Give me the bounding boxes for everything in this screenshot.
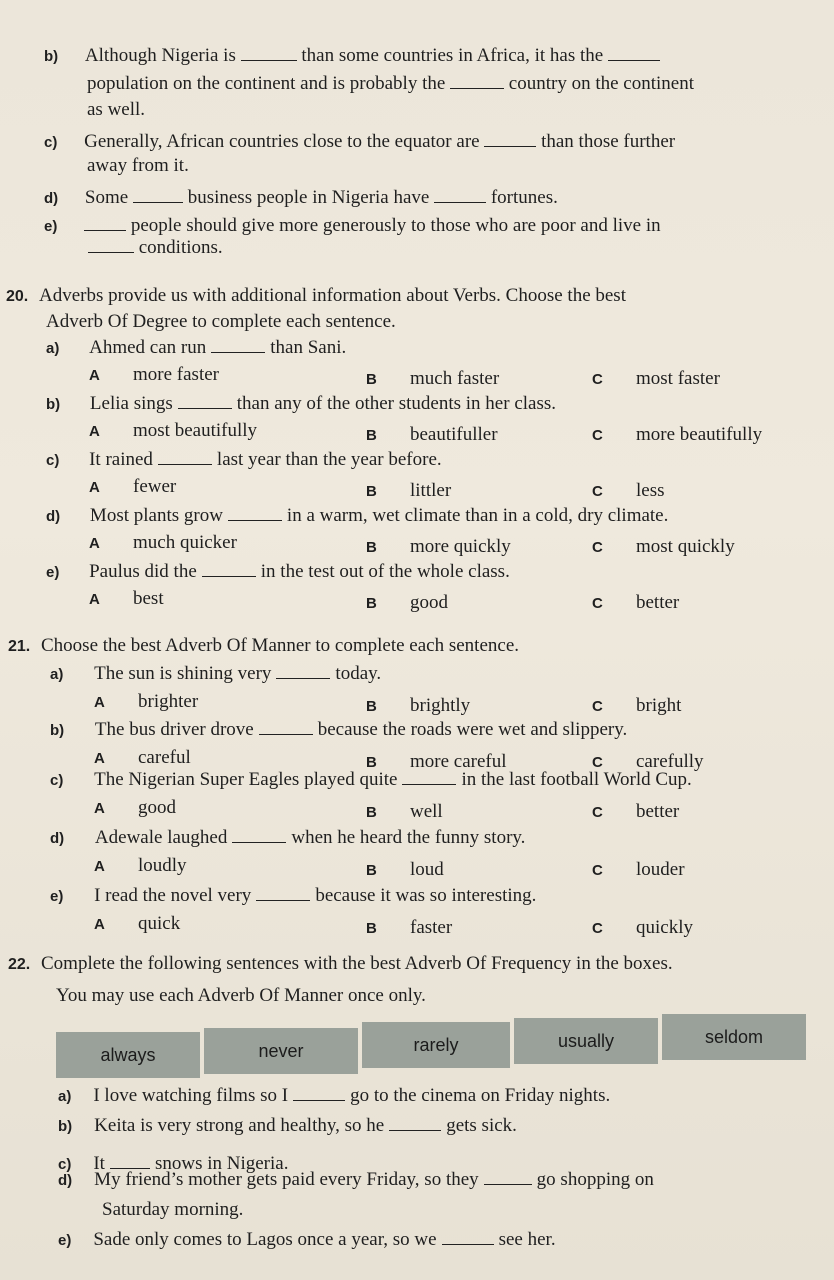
item-label: a) — [58, 1088, 72, 1105]
q22-instruction-line1 — [8, 952, 673, 977]
option-b[interactable] — [366, 916, 452, 941]
option-letter: C — [592, 371, 603, 388]
option-text: littler — [410, 480, 452, 501]
q22-item-continuation: Saturday morning. — [102, 1199, 244, 1220]
q20-item-c — [46, 448, 442, 473]
q20-item-b — [46, 392, 556, 417]
option-letter: A — [89, 423, 100, 440]
item-label: e) — [50, 888, 64, 905]
option-letter: A — [94, 858, 105, 875]
option-letter: B — [366, 483, 377, 500]
answer-blank[interactable] — [202, 562, 256, 577]
item-label: e) — [46, 564, 60, 581]
text: conditions. — [138, 237, 223, 258]
instruction-text: Adverbs provide us with additional information about Verbs. Choose the best — [39, 285, 626, 306]
q21-item-c — [50, 768, 692, 793]
option-c[interactable] — [592, 479, 665, 504]
option-text: carefully — [636, 751, 704, 772]
option-a[interactable] — [94, 796, 176, 821]
answer-blank[interactable] — [110, 1154, 150, 1169]
option-letter: A — [94, 694, 105, 711]
option-text: well — [410, 801, 443, 822]
option-text: most beautifully — [133, 420, 258, 441]
q20-item-a — [46, 336, 346, 361]
option-b[interactable] — [366, 858, 444, 883]
option-text: loudly — [138, 855, 187, 876]
option-text: much quicker — [133, 532, 237, 553]
option-b[interactable] — [366, 694, 470, 719]
item-label: c) — [44, 134, 58, 151]
word-box — [56, 1014, 806, 1080]
answer-blank[interactable] — [178, 394, 232, 409]
option-a[interactable] — [94, 690, 198, 715]
option-c[interactable] — [592, 591, 679, 616]
text: Some — [84, 187, 129, 208]
item-label: e) — [44, 218, 58, 235]
option-letter: A — [94, 750, 105, 767]
sentence-start: Keita is very strong and healthy, so he — [94, 1115, 385, 1136]
option-c[interactable] — [592, 858, 685, 883]
option-text: careful — [138, 747, 191, 768]
item-label: c) — [58, 1156, 72, 1173]
q20-item-e — [46, 560, 510, 585]
option-letter: C — [592, 427, 603, 444]
q21-item-e — [50, 884, 536, 909]
q20-instruction-line1 — [6, 284, 626, 309]
q22-item-b — [58, 1114, 517, 1139]
option-letter: C — [592, 920, 603, 937]
option-b[interactable] — [366, 423, 498, 448]
option-a[interactable] — [89, 363, 219, 388]
word-box-cell: never — [204, 1028, 358, 1074]
option-letter: C — [592, 483, 603, 500]
option-letter: A — [89, 535, 100, 552]
option-letter: A — [94, 800, 105, 817]
text: than some countries in Africa, it has the — [301, 45, 604, 66]
answer-blank[interactable] — [276, 664, 330, 679]
sentence-end: today. — [335, 663, 382, 684]
item-label: d) — [46, 508, 61, 525]
sentence-start: Most plants grow — [89, 505, 223, 526]
answer-blank[interactable] — [293, 1086, 345, 1101]
sentence-end: than any of the other students in her class. — [236, 393, 557, 414]
option-text: best — [133, 588, 164, 609]
option-letter: B — [366, 754, 377, 771]
option-letter: C — [592, 698, 603, 715]
option-text: good — [138, 797, 176, 818]
answer-blank[interactable] — [484, 1170, 532, 1185]
text: people should give more generously to those who are poor and live in — [130, 215, 661, 236]
q21-item-d — [50, 826, 525, 851]
sentence-start: It — [93, 1153, 105, 1174]
q19-b-line2 — [87, 72, 694, 96]
answer-blank[interactable] — [88, 238, 134, 253]
sentence-end: gets sick. — [446, 1115, 517, 1136]
sentence-start: The bus driver drove — [94, 719, 254, 740]
sentence-start: The sun is shining very — [94, 663, 272, 684]
option-c[interactable] — [592, 916, 693, 941]
option-letter: B — [366, 698, 377, 715]
option-b[interactable] — [366, 800, 443, 825]
sentence-end: than Sani. — [270, 337, 347, 358]
word-box-cell: always — [56, 1032, 200, 1078]
option-c[interactable] — [592, 535, 735, 560]
q19-e-line2 — [88, 236, 223, 260]
answer-blank[interactable] — [402, 770, 456, 785]
sentence-start: The Nigerian Super Eagles played quite — [94, 769, 398, 790]
sentence-end: snows in Nigeria. — [154, 1153, 289, 1174]
text: than those further — [541, 131, 676, 152]
option-letter: B — [366, 539, 377, 556]
option-c[interactable] — [592, 694, 681, 719]
q19-c-line1 — [44, 130, 675, 155]
text: country on the continent — [508, 73, 695, 94]
option-text: better — [636, 592, 680, 613]
instruction-text: Choose the best Adverb Of Manner to complete each sentence. — [41, 635, 520, 656]
option-a[interactable] — [89, 587, 164, 612]
answer-blank[interactable] — [484, 132, 536, 147]
text: Although Nigeria is — [84, 45, 236, 66]
word-box-cell: usually — [514, 1018, 658, 1064]
option-text: more beautifully — [636, 424, 763, 445]
option-text: bright — [636, 695, 682, 716]
option-text: most quickly — [636, 536, 735, 557]
option-text: good — [410, 592, 448, 613]
item-label: b) — [46, 396, 61, 413]
text: population on the continent and is probably the — [87, 73, 446, 94]
option-a[interactable] — [89, 419, 257, 444]
option-letter: B — [366, 595, 377, 612]
text: fortunes. — [490, 187, 558, 208]
answer-blank[interactable] — [84, 216, 126, 231]
answer-blank[interactable] — [241, 46, 297, 61]
option-letter: C — [592, 595, 603, 612]
option-b[interactable] — [366, 479, 451, 504]
q19-d-line — [44, 186, 558, 211]
sentence-start: It rained — [89, 449, 153, 470]
item-label: c) — [46, 452, 60, 469]
sentence-end: see her. — [498, 1229, 556, 1250]
option-b[interactable] — [366, 535, 511, 560]
option-letter: B — [366, 371, 377, 388]
sentence-end: when he heard the funny story. — [291, 827, 526, 848]
option-letter: A — [94, 916, 105, 933]
q19-b-line3: as well. — [87, 99, 146, 120]
answer-blank[interactable] — [228, 506, 282, 521]
answer-blank[interactable] — [232, 828, 286, 843]
option-text: less — [636, 480, 665, 501]
option-a[interactable] — [94, 912, 180, 937]
option-letter: A — [89, 479, 100, 496]
option-letter: C — [592, 539, 603, 556]
word-box-cell: seldom — [662, 1014, 806, 1060]
question-number: 20. — [6, 288, 29, 305]
option-c[interactable] — [592, 367, 720, 392]
item-label: d) — [58, 1172, 73, 1189]
option-a[interactable] — [89, 531, 237, 556]
sentence-start: Adewale laughed — [94, 827, 228, 848]
item-label: d) — [50, 830, 65, 847]
question-number: 22. — [8, 956, 31, 973]
sentence-end: because the roads were wet and slippery. — [317, 719, 628, 740]
option-text: quickly — [636, 917, 693, 938]
text: business people in Nigeria have — [187, 187, 430, 208]
instruction-text: Complete the following sentences with the best Adverb Of Frequency in the boxes. — [41, 953, 673, 974]
q19-c-line2: away from it. — [87, 155, 189, 176]
answer-blank[interactable] — [450, 74, 504, 89]
item-label: e) — [58, 1232, 72, 1249]
item-label: a) — [46, 340, 60, 357]
q21-instruction — [8, 634, 519, 659]
item-label: b) — [44, 48, 59, 65]
option-text: most faster — [636, 368, 720, 389]
option-letter: C — [592, 804, 603, 821]
item-label: a) — [50, 666, 64, 683]
sentence-start: My friend’s mother gets paid every Friday, so they — [94, 1169, 479, 1190]
option-a[interactable] — [89, 475, 176, 500]
option-text: loud — [410, 859, 444, 880]
sentence-end: go to the cinema on Friday nights. — [350, 1085, 611, 1106]
q22-item-e — [58, 1228, 556, 1253]
q21-item-a — [50, 662, 381, 687]
q21-item-b — [50, 718, 627, 743]
sentence-end: go shopping on — [536, 1169, 654, 1190]
option-text: quick — [138, 913, 181, 934]
q19-b-line1 — [44, 44, 660, 69]
option-text: more quickly — [410, 536, 511, 557]
option-b[interactable] — [366, 367, 499, 392]
option-text: brightly — [410, 695, 471, 716]
option-letter: A — [89, 591, 100, 608]
item-label: d) — [44, 190, 59, 207]
q22-item-d — [58, 1168, 654, 1193]
item-label: c) — [50, 772, 64, 789]
option-letter: C — [592, 754, 603, 771]
option-text: louder — [636, 859, 685, 880]
option-text: much faster — [410, 368, 500, 389]
sentence-start: I read the novel very — [94, 885, 252, 906]
answer-blank[interactable] — [211, 338, 265, 353]
answer-blank[interactable] — [434, 188, 486, 203]
option-letter: B — [366, 920, 377, 937]
sentence-end: in the test out of the whole class. — [260, 561, 510, 582]
sentence-start: Ahmed can run — [89, 337, 207, 358]
option-a[interactable] — [94, 854, 187, 879]
sentence-end: in the last football World Cup. — [461, 769, 692, 790]
option-text: brighter — [138, 691, 199, 712]
word-box-cell: rarely — [362, 1022, 510, 1068]
answer-blank[interactable] — [259, 720, 313, 735]
option-letter: A — [89, 367, 100, 384]
sentence-start: Paulus did the — [89, 561, 197, 582]
sentence-end: last year than the year before. — [216, 449, 442, 470]
item-label: b) — [50, 722, 65, 739]
answer-blank[interactable] — [256, 886, 310, 901]
option-letter: B — [366, 862, 377, 879]
option-text: more faster — [133, 364, 219, 385]
sentence-start: Sade only comes to Lagos once a year, so we — [93, 1229, 437, 1250]
option-text: more careful — [410, 751, 507, 772]
option-letter: B — [366, 427, 377, 444]
option-letter: B — [366, 804, 377, 821]
sentence-end: because it was so interesting. — [315, 885, 537, 906]
sentence-start: I love watching films so I — [93, 1085, 289, 1106]
text: Generally, African countries close to the equator are — [84, 131, 480, 152]
option-c[interactable] — [592, 423, 762, 448]
answer-blank[interactable] — [389, 1116, 441, 1131]
question-number: 21. — [8, 638, 31, 655]
answer-blank[interactable] — [158, 450, 212, 465]
answer-blank[interactable] — [442, 1230, 494, 1245]
q20-instruction-line2: Adverb Of Degree to complete each sentence. — [46, 311, 396, 332]
q22-instruction-line2: You may use each Adverb Of Manner once only. — [56, 985, 426, 1006]
option-b[interactable] — [366, 591, 448, 616]
option-text: fewer — [133, 476, 177, 497]
q22-item-a — [58, 1084, 610, 1109]
option-text: beautifuller — [410, 424, 498, 445]
option-text: better — [636, 801, 680, 822]
option-c[interactable] — [592, 800, 679, 825]
q20-item-d — [46, 504, 668, 529]
sentence-start: Lelia sings — [89, 393, 173, 414]
option-text: faster — [410, 917, 453, 938]
answer-blank[interactable] — [133, 188, 183, 203]
option-letter: C — [592, 862, 603, 879]
item-label: b) — [58, 1118, 73, 1135]
answer-blank[interactable] — [608, 46, 660, 61]
sentence-end: in a warm, wet climate than in a cold, dry climate. — [286, 505, 669, 526]
